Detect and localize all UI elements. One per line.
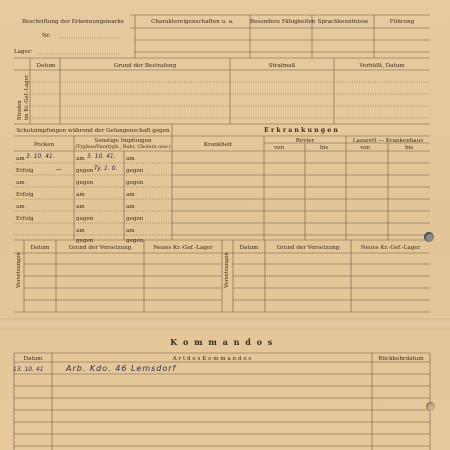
label-am-s4: am (126, 192, 135, 198)
hand-sonstige-type: Ty. 1. 0. (94, 165, 118, 172)
label-gegen-s4: gegen (126, 180, 144, 186)
label-strafen-strafmass: Strafmaß (268, 63, 296, 69)
label-gegen-s3: gegen (76, 180, 94, 186)
label-sprachen: Sprachkenntnisse (317, 19, 369, 25)
label-erfolg-1: Erfolg (16, 168, 34, 174)
punch-hole-lower (426, 402, 435, 411)
label-erfolg-2: Erfolg (16, 192, 34, 198)
label-nr: Nr. (42, 33, 51, 39)
label-am-2: am (16, 180, 25, 186)
hand-kdo-art: Arb. Kdo. 46 Lemsdorf (66, 364, 177, 373)
label-faehigkeiten: Besondere Fähigkeiten (250, 19, 316, 25)
hand-kdo-date: 13. 10. 41 (13, 366, 44, 373)
label-versetzungen-right: Versetzungen (224, 252, 230, 288)
label-gegen-s5: gegen (76, 216, 94, 222)
label-lager: Lager: (14, 49, 33, 55)
label-kdo-rueckkehr: Rückkehrdatum (378, 356, 424, 362)
label-vers-grund-l: Grund der Versetzung (68, 245, 132, 251)
label-gegen-s7: gegen (76, 238, 94, 244)
label-am-s3: am (76, 192, 85, 198)
label-am-1: am (16, 156, 25, 162)
kommandos-title: K o m m a n d o s (170, 337, 274, 347)
label-revier-von: von (274, 145, 285, 151)
label-strafen-side: Strafen (17, 100, 23, 120)
label-kdo-art: A r t d e s K o m m a n d o s (172, 356, 252, 362)
label-vers-grund-r: Grund der Versetzung (276, 245, 340, 251)
label-am-s7: am (76, 228, 85, 234)
punch-hole-upper (424, 232, 434, 242)
label-vers-neues-r: Neues Kr.-Gef.-Lager (360, 245, 421, 251)
label-am-s2: am (126, 156, 135, 162)
label-strafen-verbuesst: Verbüßt, Datum (359, 63, 405, 69)
label-sonstige-2: (Typhus/Paratyph., Ruhr, Cholera usw.) (75, 145, 171, 150)
label-versetzungen-left: Versetzungen (16, 252, 22, 288)
label-fuehrung: Führung (389, 19, 415, 25)
label-impfungen-title: Schutzimpfungen während der Gefangenschaft gegen (16, 128, 170, 134)
label-strafen-side-2: im Kr.-Gef.-Lager (24, 74, 30, 120)
hand-pocken-date: 3. 10. 41. (26, 153, 55, 160)
label-am-s6: am (126, 204, 135, 210)
label-charakter: Charaktereigenschaften u. a. (151, 19, 234, 25)
label-am-3: am (16, 204, 25, 210)
label-beschriftung: Beschriftung der Erkennungsmarke (22, 19, 125, 25)
label-am-s1: am (76, 156, 85, 162)
label-gegen-s2: gegen (126, 168, 144, 174)
label-lazarett: Lazarett — Krankenhaus (352, 138, 424, 144)
label-am-s8: am (126, 228, 135, 234)
label-lazarett-von: von (360, 145, 371, 151)
hand-pocken-erfolg: — (56, 166, 62, 173)
hand-sonstige-date: 3. 10. 41. (87, 153, 116, 160)
label-lazarett-bis: bis (405, 145, 414, 151)
label-strafen-datum: Datum (36, 63, 56, 69)
label-am-s5: am (76, 204, 85, 210)
label-erkrankungen-title: E r k r a n k u n g e n (264, 127, 338, 134)
label-gegen-s1: gegen (76, 168, 94, 174)
label-vers-datum-r: Datum (239, 245, 259, 251)
label-gegen-s6: gegen (126, 216, 144, 222)
label-sonstige-1: Sonstige Impfungen (94, 138, 152, 144)
label-gegen-s8: gegen (126, 238, 144, 244)
label-vers-neues-l: Neues Kr.-Gef.-Lager (153, 245, 213, 251)
label-strafen-grund: Grund der Bestrafung (113, 63, 177, 69)
label-kdo-datum: Datum (23, 356, 43, 362)
label-revier: Revier (295, 138, 315, 144)
label-vers-datum-l: Datum (30, 245, 50, 251)
label-erfolg-3: Erfolg (16, 216, 34, 222)
label-krankheit: Krankheit (203, 142, 233, 148)
label-revier-bis: bis (320, 145, 329, 151)
label-pocken: Pocken (33, 142, 55, 148)
